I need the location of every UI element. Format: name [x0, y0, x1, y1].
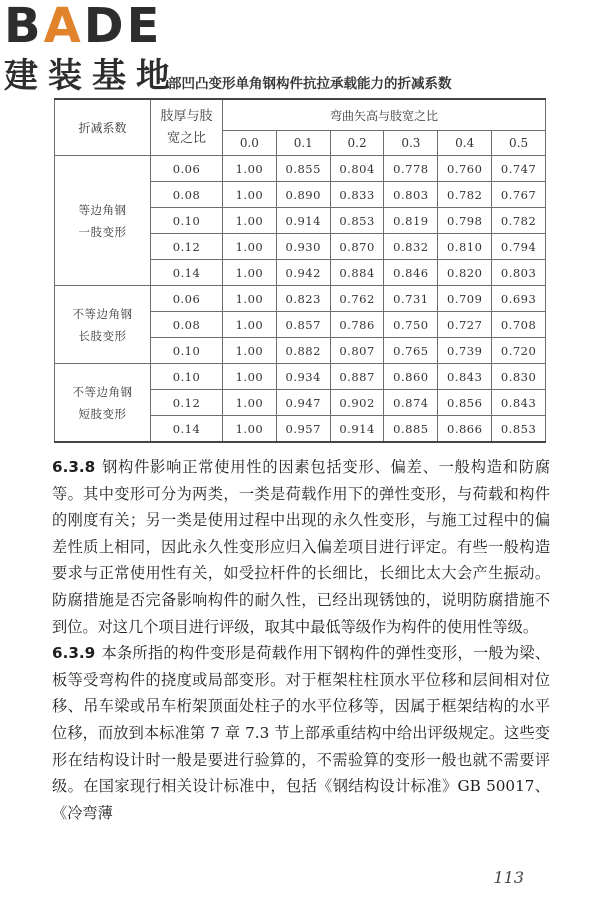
table-row: [55, 286, 546, 312]
value-cell: 0.832: [384, 234, 438, 260]
ratio-cell: 0.08: [151, 182, 223, 208]
table-header-row: [55, 99, 546, 131]
bade-logo-subtitle: 建装基地: [4, 56, 180, 96]
col-header: 0.1: [276, 131, 330, 156]
value-cell: 1.00: [223, 234, 277, 260]
value-cell: 0.731: [384, 286, 438, 312]
section-number: 6.3.8: [52, 458, 96, 476]
value-cell: 0.884: [330, 260, 384, 286]
ratio-cell: 0.12: [151, 390, 223, 416]
value-cell: 1.00: [223, 390, 277, 416]
value-cell: 1.00: [223, 260, 277, 286]
reduction-factor-table: [54, 98, 546, 443]
value-cell: 1.00: [223, 312, 277, 338]
value-cell: 0.804: [330, 156, 384, 182]
value-cell: 0.739: [438, 338, 492, 364]
value-cell: 0.853: [330, 208, 384, 234]
section-text: 本条所指的构件变形是荷载作用下钢构件的弹性变形，一般为梁、板等受弯构件的挠度或局部变形。对于框架柱柱顶水平位移和层间相对位移、吊车梁或吊车桁架顶面处柱子的水平位移等，因属于框架结构的水平位移，而放到本标准第 7 章 7.3 节上部承重结构中给出评级规定。这些变形在结构设计时一般是要进行验算的，不需验算的变形一般也就不需要评级。在国家现行相关设计标准中，包括《钢结构设计标准》GB 50017、《冷弯薄: [52, 644, 550, 822]
value-cell: 0.887: [330, 364, 384, 390]
value-cell: 0.885: [384, 416, 438, 443]
value-cell: 1.00: [223, 338, 277, 364]
section-6-3-9: [52, 640, 550, 826]
value-cell: 1.00: [223, 416, 277, 443]
group-label: 等边角钢 一肢变形: [55, 156, 151, 286]
value-cell: 0.782: [492, 208, 546, 234]
ratio-cell: 0.10: [151, 364, 223, 390]
ratio-cell: 0.10: [151, 338, 223, 364]
value-cell: 0.803: [384, 182, 438, 208]
ratio-cell: 0.14: [151, 260, 223, 286]
value-cell: 0.855: [276, 156, 330, 182]
value-cell: 1.00: [223, 156, 277, 182]
col-header: 0.4: [438, 131, 492, 156]
value-cell: 0.830: [492, 364, 546, 390]
value-cell: 1.00: [223, 364, 277, 390]
value-cell: 0.853: [492, 416, 546, 443]
group-label: 不等边角钢 长肢变形: [55, 286, 151, 364]
ratio-cell: 0.14: [151, 416, 223, 443]
ratio-cell: 0.10: [151, 208, 223, 234]
value-cell: 0.767: [492, 182, 546, 208]
value-cell: 0.843: [438, 364, 492, 390]
value-cell: 0.786: [330, 312, 384, 338]
value-cell: 0.765: [384, 338, 438, 364]
value-cell: 0.947: [276, 390, 330, 416]
value-cell: 0.720: [492, 338, 546, 364]
value-cell: 0.782: [438, 182, 492, 208]
ratio-cell: 0.08: [151, 312, 223, 338]
value-cell: 0.902: [330, 390, 384, 416]
col-header: 0.2: [330, 131, 384, 156]
value-cell: 0.810: [438, 234, 492, 260]
bade-logo: [4, 0, 163, 54]
group-label: 不等边角钢 短肢变形: [55, 364, 151, 443]
ratio-cell: 0.06: [151, 286, 223, 312]
table-row: [55, 156, 546, 182]
value-cell: 0.934: [276, 364, 330, 390]
value-cell: 0.843: [492, 390, 546, 416]
value-cell: 0.942: [276, 260, 330, 286]
value-cell: 0.874: [384, 390, 438, 416]
value-cell: 0.798: [438, 208, 492, 234]
value-cell: 0.727: [438, 312, 492, 338]
bade-logo-text: BADE: [4, 0, 163, 54]
value-cell: 1.00: [223, 182, 277, 208]
value-cell: 0.778: [384, 156, 438, 182]
value-cell: 0.709: [438, 286, 492, 312]
value-cell: 0.820: [438, 260, 492, 286]
ratio-cell: 0.06: [151, 156, 223, 182]
table-body: [55, 99, 546, 442]
col-header: 0.5: [492, 131, 546, 156]
header-span: 弯曲矢高与肢宽之比: [223, 99, 546, 131]
table-row: [55, 364, 546, 390]
value-cell: 0.760: [438, 156, 492, 182]
value-cell: 0.866: [438, 416, 492, 443]
header-factor: 折减系数: [55, 99, 151, 156]
value-cell: 0.794: [492, 234, 546, 260]
value-cell: 0.882: [276, 338, 330, 364]
value-cell: 0.914: [330, 416, 384, 443]
value-cell: 1.00: [223, 286, 277, 312]
value-cell: 0.803: [492, 260, 546, 286]
value-cell: 0.857: [276, 312, 330, 338]
body-text: [52, 454, 550, 826]
value-cell: 0.914: [276, 208, 330, 234]
value-cell: 0.833: [330, 182, 384, 208]
page-number: 113: [493, 868, 524, 887]
value-cell: 0.870: [330, 234, 384, 260]
col-header: 0.3: [384, 131, 438, 156]
value-cell: 0.708: [492, 312, 546, 338]
value-cell: 0.823: [276, 286, 330, 312]
value-cell: 0.819: [384, 208, 438, 234]
col-header: 0.0: [223, 131, 277, 156]
section-6-3-8: [52, 454, 550, 640]
value-cell: 0.762: [330, 286, 384, 312]
table-caption: 部凹凸变形单角钢构件抗拉承载能力的折减系数: [168, 76, 452, 92]
value-cell: 0.747: [492, 156, 546, 182]
value-cell: 0.856: [438, 390, 492, 416]
value-cell: 0.807: [330, 338, 384, 364]
value-cell: 0.957: [276, 416, 330, 443]
value-cell: 1.00: [223, 208, 277, 234]
value-cell: 0.750: [384, 312, 438, 338]
value-cell: 0.846: [384, 260, 438, 286]
ratio-cell: 0.12: [151, 234, 223, 260]
value-cell: 0.860: [384, 364, 438, 390]
section-text: 钢构件影响正常使用性的因素包括变形、偏差、一般构造和防腐等。其中变形可分为两类，一类是荷载作用下的弹性变形，与荷载和构件的刚度有关；另一类是使用过程中出现的永久性变形，与施工过程中的偏差性质上相同，因此永久性变形应归入偏差项目进行评定。有些一般构造要求与正常使用性有关，如受拉杆件的长细比，长细比太大会产生振动。防腐措施是否完备影响构件的耐久性，已经出现锈蚀的，说明防腐措施不到位。对这几个项目进行评级，取其中最低等级作为构件的使用性等级。: [52, 458, 550, 636]
value-cell: 0.693: [492, 286, 546, 312]
value-cell: 0.930: [276, 234, 330, 260]
value-cell: 0.890: [276, 182, 330, 208]
header-ratio: 肢厚与肢 宽之比: [151, 99, 223, 156]
section-number: 6.3.9: [52, 644, 96, 663]
